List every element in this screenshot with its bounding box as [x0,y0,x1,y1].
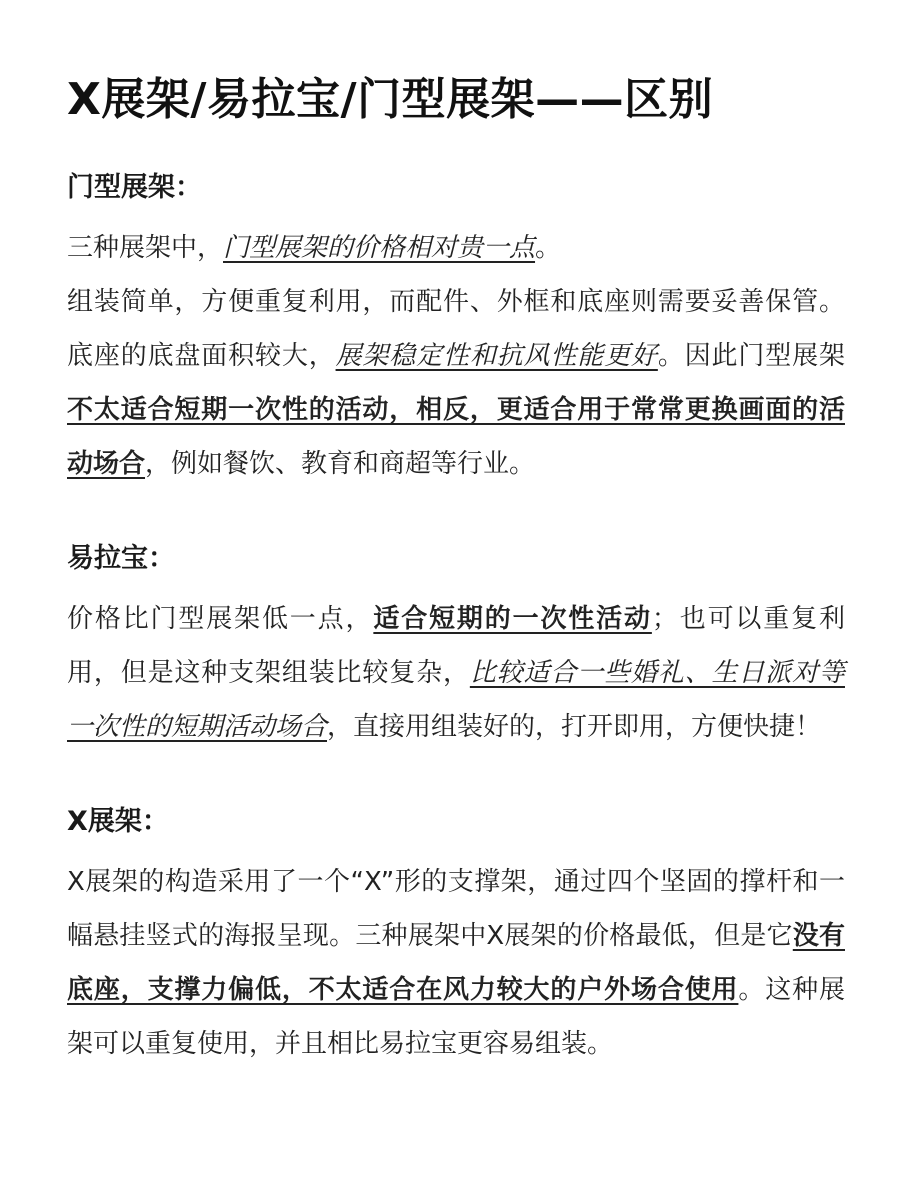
text-run: ，例如餐饮、教育和商超等行业。 [145,449,536,479]
emphasis-bold-underline: 适合短期的一次性活动 [373,604,652,634]
text-run: 三种展架中， [67,233,224,263]
text-run: 。因此门型展架 [657,341,845,371]
section-heading: 门型展架： [67,172,202,203]
section-heading: 易拉宝： [67,543,175,574]
paragraph [67,592,845,754]
text-run: ，直接用组装好的，打开即用，方便快捷！ [327,712,822,742]
text-run: 组装简单，方便重复利用，而配件、外框和底座则需要妥善保管。底座的底盘面积较大， [67,287,845,371]
section-heading: X展架： [67,806,169,837]
text-run: 。这种展架可以重复使用，并且相比易拉宝更容易组装。 [67,975,845,1059]
section-door-stand [67,170,845,491]
emphasis-bold-underline: 不太适合短期一次性的活动，相反，更适合用于常常更换画面的活动场合 [67,395,845,479]
paragraph [67,221,845,275]
text-run: ；也可以重复利用，但是这种支架组装比较复杂， [67,604,845,688]
text-run: X展架的构造采用了一个“X”形的支撑架，通过四个坚固的撑杆和一幅悬挂竖式的海报呈现。三种展架中X展架的价格最低，但是它 [67,867,845,951]
text-run: 。 [535,233,562,263]
emphasis-italic-underline: 展架稳定性和抗风性能更好 [335,341,658,371]
emphasis-italic-underline: 门型展架的价格相对贵一点 [223,233,536,263]
paragraph [67,855,845,1071]
paragraph [67,275,845,491]
section-x-stand [67,804,845,1071]
section-roll-up-banner [67,541,845,754]
text-run: 价格比门型展架低一点， [67,604,374,634]
page-title: X展架/易拉宝/门型展架——区别 [67,74,714,125]
emphasis-bold-underline: 没有底座，支撑力偏低，不太适合在风力较大的户外场合使用 [67,921,845,1005]
emphasis-italic-underline: 比较适合一些婚礼、生日派对等一次性的短期活动场合 [67,658,845,742]
